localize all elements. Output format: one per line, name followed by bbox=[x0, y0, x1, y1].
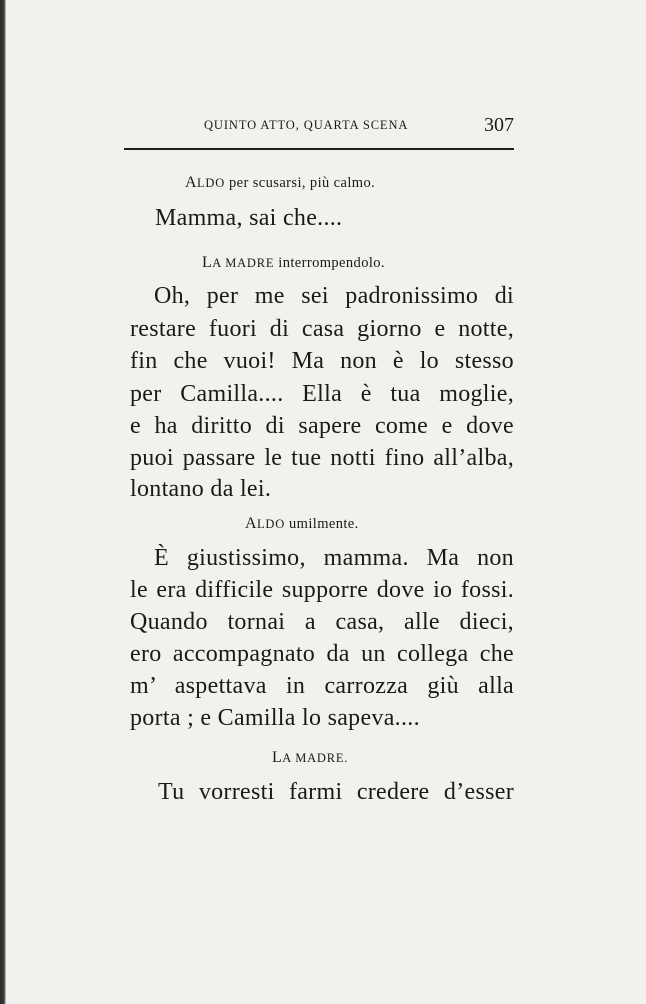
dialogue-line: ero accompagnato da un collega che bbox=[130, 641, 514, 667]
speaker-initial: A bbox=[245, 515, 257, 532]
stage-direction-aldo-1 bbox=[185, 174, 375, 192]
speaker-initial: L bbox=[202, 254, 213, 271]
speaker-name: A MADRE bbox=[212, 256, 275, 270]
dialogue-line: m’ aspettava in carrozza giù alla bbox=[130, 673, 514, 699]
binding-edge bbox=[0, 0, 6, 1004]
speaker-initial: A bbox=[185, 174, 197, 191]
dialogue-line: lontano da lei. bbox=[130, 476, 272, 502]
direction-text: per scusarsi, più calmo. bbox=[225, 175, 376, 191]
stage-direction-madre-2 bbox=[272, 749, 348, 767]
running-head-title: QUINTO ATTO, QUARTA SCENA bbox=[204, 118, 409, 132]
stage-direction-aldo-2 bbox=[245, 515, 359, 533]
speaker-name: A MADRE. bbox=[282, 751, 349, 765]
dialogue-line: Mamma, sai che.... bbox=[155, 205, 343, 231]
page-number: 307 bbox=[484, 114, 514, 136]
speaker-name: LDO bbox=[256, 517, 285, 531]
speaker-name: LDO bbox=[196, 176, 225, 190]
dialogue-line: puoi passare le tue notti fino all’alba, bbox=[130, 445, 514, 471]
direction-text: interrompendolo. bbox=[274, 255, 385, 271]
dialogue-line: fin che vuoi! Ma non è lo stesso bbox=[130, 348, 514, 374]
speaker-initial: L bbox=[272, 749, 283, 766]
header-rule bbox=[124, 148, 514, 150]
dialogue-line: per Camilla.... Ella è tua moglie, bbox=[130, 381, 514, 407]
running-head bbox=[124, 112, 514, 142]
dialogue-line: È giustissimo, mamma. Ma non bbox=[154, 545, 514, 571]
dialogue-line: Tu vorresti farmi credere d’esser bbox=[158, 779, 514, 805]
dialogue-line: Quando tornai a casa, alle dieci, bbox=[130, 609, 514, 635]
stage-direction-madre-1 bbox=[202, 254, 385, 272]
dialogue-line: porta ; e Camilla lo sapeva.... bbox=[130, 705, 420, 731]
dialogue-line: e ha diritto di sapere come e dove bbox=[130, 413, 514, 439]
dialogue-line: restare fuori di casa giorno e notte, bbox=[130, 316, 514, 342]
direction-text: umilmente. bbox=[285, 516, 359, 532]
dialogue-line: Oh, per me sei padronissimo di bbox=[154, 283, 514, 309]
dialogue-line: le era difficile supporre dove io fossi. bbox=[130, 577, 514, 603]
